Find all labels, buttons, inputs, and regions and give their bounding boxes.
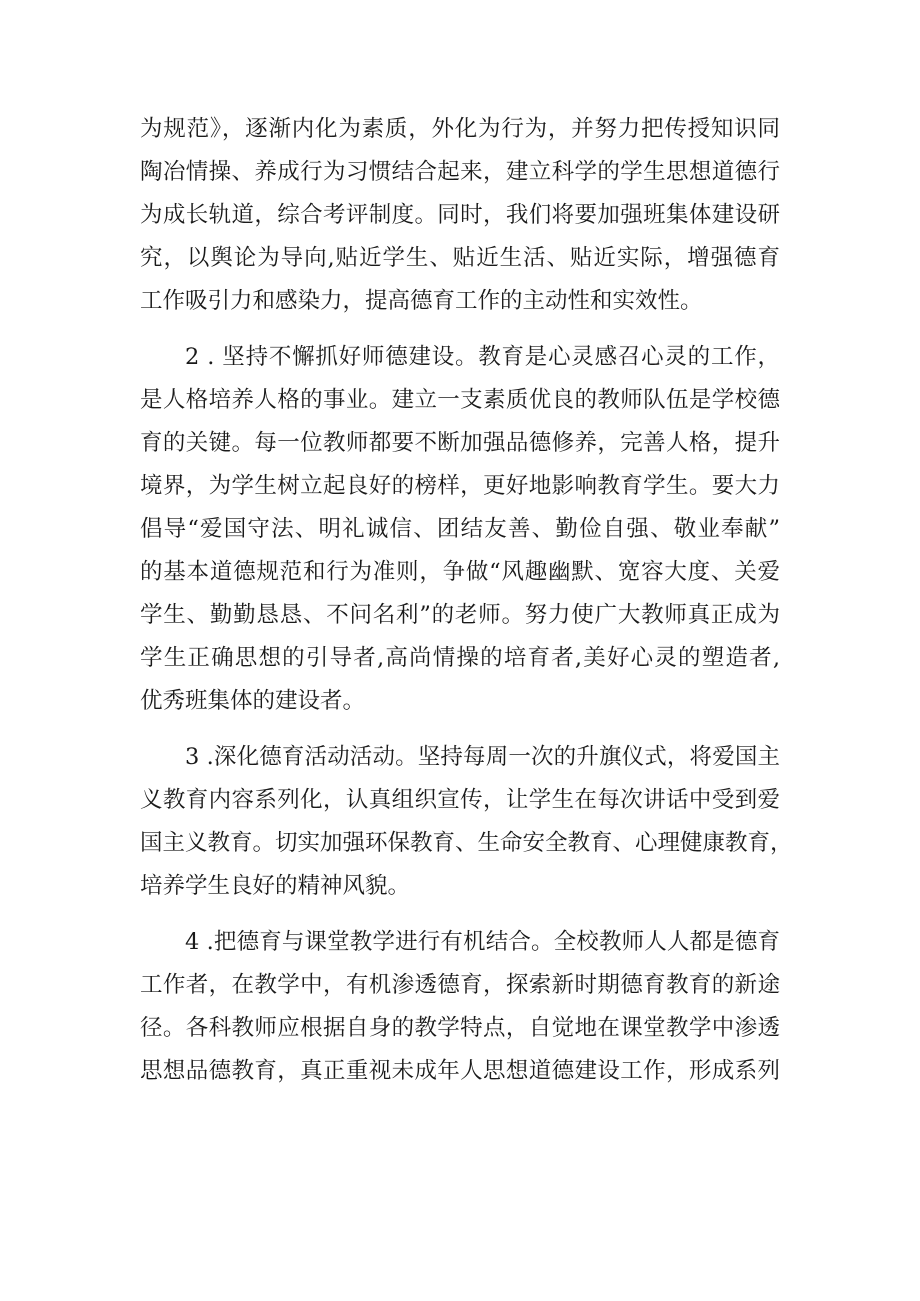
text-line: 育的关键。每一位教师都要不断加强品德修养，完善人格，提升 xyxy=(140,430,780,456)
text-line: 4 .把德育与课堂教学进行有机结合。全校教师人人都是德育 xyxy=(185,929,780,955)
text-line: 义教育内容系列化，认真组织宣传，让学生在每次讲话中受到爱 xyxy=(140,787,780,813)
text-line: 工作者，在教学中，有机渗透德育，探索新时期德育教育的新途 xyxy=(140,972,780,998)
text-line: 究，以舆论为导向,贴近学生、贴近生活、贴近实际，增强德育 xyxy=(140,245,780,271)
text-line: 境界，为学生树立起良好的榜样，更好地影响教育学生。要大力 xyxy=(140,473,780,499)
text-line: 径。各科教师应根据自身的教学特点，自觉地在课堂教学中渗透 xyxy=(140,1015,780,1041)
text-line: 的基本道德规范和行为准则，争做“风趣幽默、宽容大度、关爱 xyxy=(140,559,780,585)
text-line: 陶冶情操、养成行为习惯结合起来，建立科学的学生思想道德行 xyxy=(140,159,780,185)
text-line: 3 .深化德育活动活动。坚持每周一次的升旗仪式，将爱国主 xyxy=(185,744,780,770)
paragraph-item-4 xyxy=(140,921,780,1093)
paragraph-item-3 xyxy=(140,736,793,908)
paragraph-item-2 xyxy=(140,336,780,723)
document-page xyxy=(140,108,793,1093)
text-line: 学生、勤勤恳恳、不问名利”的老师。努力使广大教师真正成为 xyxy=(140,602,780,628)
text-line: 为规范》，逐渐内化为素质，外化为行为，并努力把传授知识同 xyxy=(140,116,780,142)
text-line: 学生正确思想的引导者,高尚情操的培育者,美好心灵的塑造者, xyxy=(140,645,780,671)
text-line: 2 . 坚持不懈抓好师德建设。教育是心灵感召心灵的工作， xyxy=(185,344,780,370)
text-line: 为成长轨道，综合考评制度。同时，我们将要加强班集体建设研 xyxy=(140,202,780,228)
text-line: 优秀班集体的建设者。 xyxy=(140,688,366,714)
paragraph-continuation xyxy=(140,108,780,323)
text-line: 培养学生良好的精神风貌。 xyxy=(140,873,411,899)
text-line: 是人格培养人格的事业。建立一支素质优良的教师队伍是学校德 xyxy=(140,387,780,413)
text-line: 倡导“爱国守法、明礼诚信、团结友善、勤俭自强、敬业奉献” xyxy=(140,516,780,542)
text-line: 工作吸引力和感染力，提高德育工作的主动性和实效性。 xyxy=(140,288,703,314)
text-line: 国主义教育。切实加强环保教育、生命安全教育、心理健康教育， xyxy=(140,830,793,856)
text-line: 思想品德教育，真正重视未成年人思想道德建设工作，形成系列 xyxy=(140,1058,780,1084)
